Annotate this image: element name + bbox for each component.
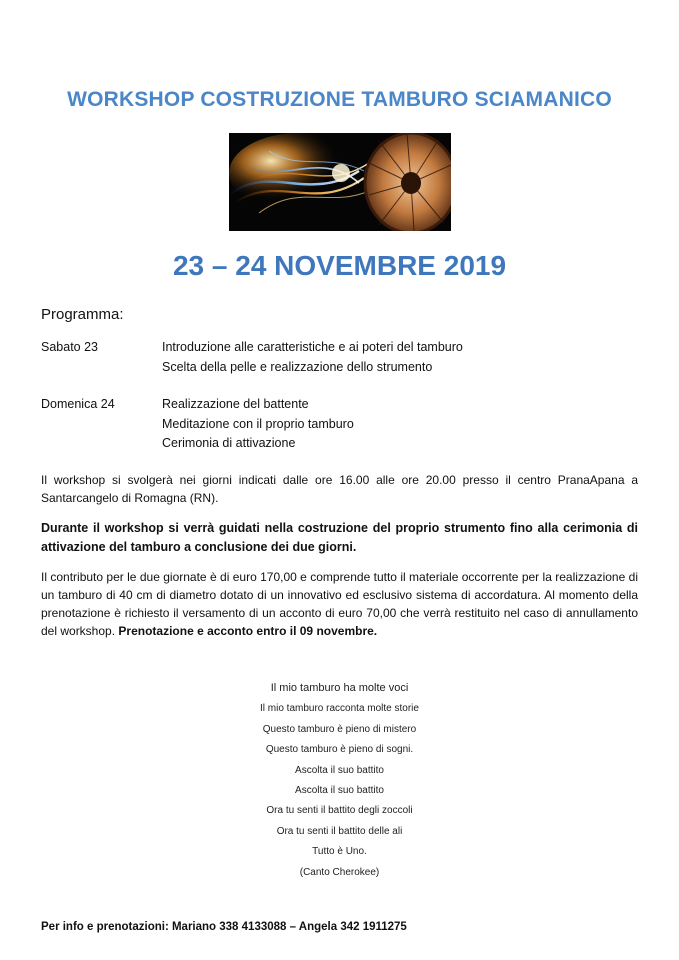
location-paragraph: Il workshop si svolgerà nei giorni indicati dalle ore 16.00 alle ore 20.00 presso il centro PranaApana a Santarcangelo di Romagna (RN). — [41, 473, 638, 505]
drum-light-illustration — [229, 133, 451, 231]
guided-paragraph: Durante il workshop si verrà guidati nella costruzione del proprio strumento fino alla cerimonia di attivazione del tamburo a conclusione dei due giorni. — [41, 521, 638, 554]
program-heading: Programma: — [41, 306, 124, 323]
poem-line: Ora tu senti il battito delle ali — [276, 825, 403, 837]
schedule-activities — [162, 338, 642, 377]
schedule-activity: Meditazione con il proprio tamburo — [162, 416, 354, 431]
poem-title: Il mio tamburo ha molte voci — [270, 682, 409, 694]
schedule-activities — [162, 395, 642, 454]
poem-attribution: (Canto Cherokee) — [299, 866, 380, 878]
poem-line: Questo tamburo è pieno di sogni. — [265, 744, 414, 756]
poem-line: Ora tu senti il battito degli zoccoli — [266, 805, 413, 817]
cost-paragraph — [41, 568, 638, 640]
poem-line: Tutto è Uno. — [312, 846, 367, 858]
drum-light-image — [229, 133, 451, 231]
event-dates: 23 – 24 NOVEMBRE 2019 — [172, 250, 507, 281]
poem-line: Ascolta il suo battito — [295, 764, 384, 776]
poem-line: Questo tamburo è pieno di mistero — [262, 723, 417, 735]
contact-footer: Per info e prenotazioni: Mariano 338 4133088 – Angela 342 1911275 — [41, 921, 407, 933]
booking-deadline: Prenotazione e acconto entro il 09 novembre. — [118, 624, 378, 638]
drum-shape — [365, 133, 451, 231]
cost-text: Il contributo per le due giornate è di euro 170,00 e comprende tutto il materiale occorrente per la realizzazione di un tamburo di 40 cm di diametro dotato di un innovativo ed esclusivo sistema di accordatura. Al momento della prenotazione è richiesto il versamento di un acconto di euro 70,00 che verrà restituito nel caso di annullamento del workshop. — [41, 570, 638, 638]
schedule-activity: Realizzazione del battente — [162, 397, 309, 411]
page-title: WORKSHOP COSTRUZIONE TAMBURO SCIAMANICO — [67, 88, 612, 111]
schedule-day: Domenica 24 — [41, 397, 115, 411]
schedule-day: Sabato 23 — [41, 340, 98, 354]
schedule-activity: Cerimonia di attivazione — [162, 436, 296, 450]
schedule-activity: Scelta della pelle e realizzazione dello strumento — [162, 359, 433, 374]
poem-line: Ascolta il suo battito — [295, 785, 384, 797]
poem-line: Il mio tamburo racconta molte storie — [260, 703, 419, 715]
poem — [0, 678, 679, 883]
schedule-activity: Introduzione alle caratteristiche e ai poteri del tamburo — [162, 340, 463, 354]
